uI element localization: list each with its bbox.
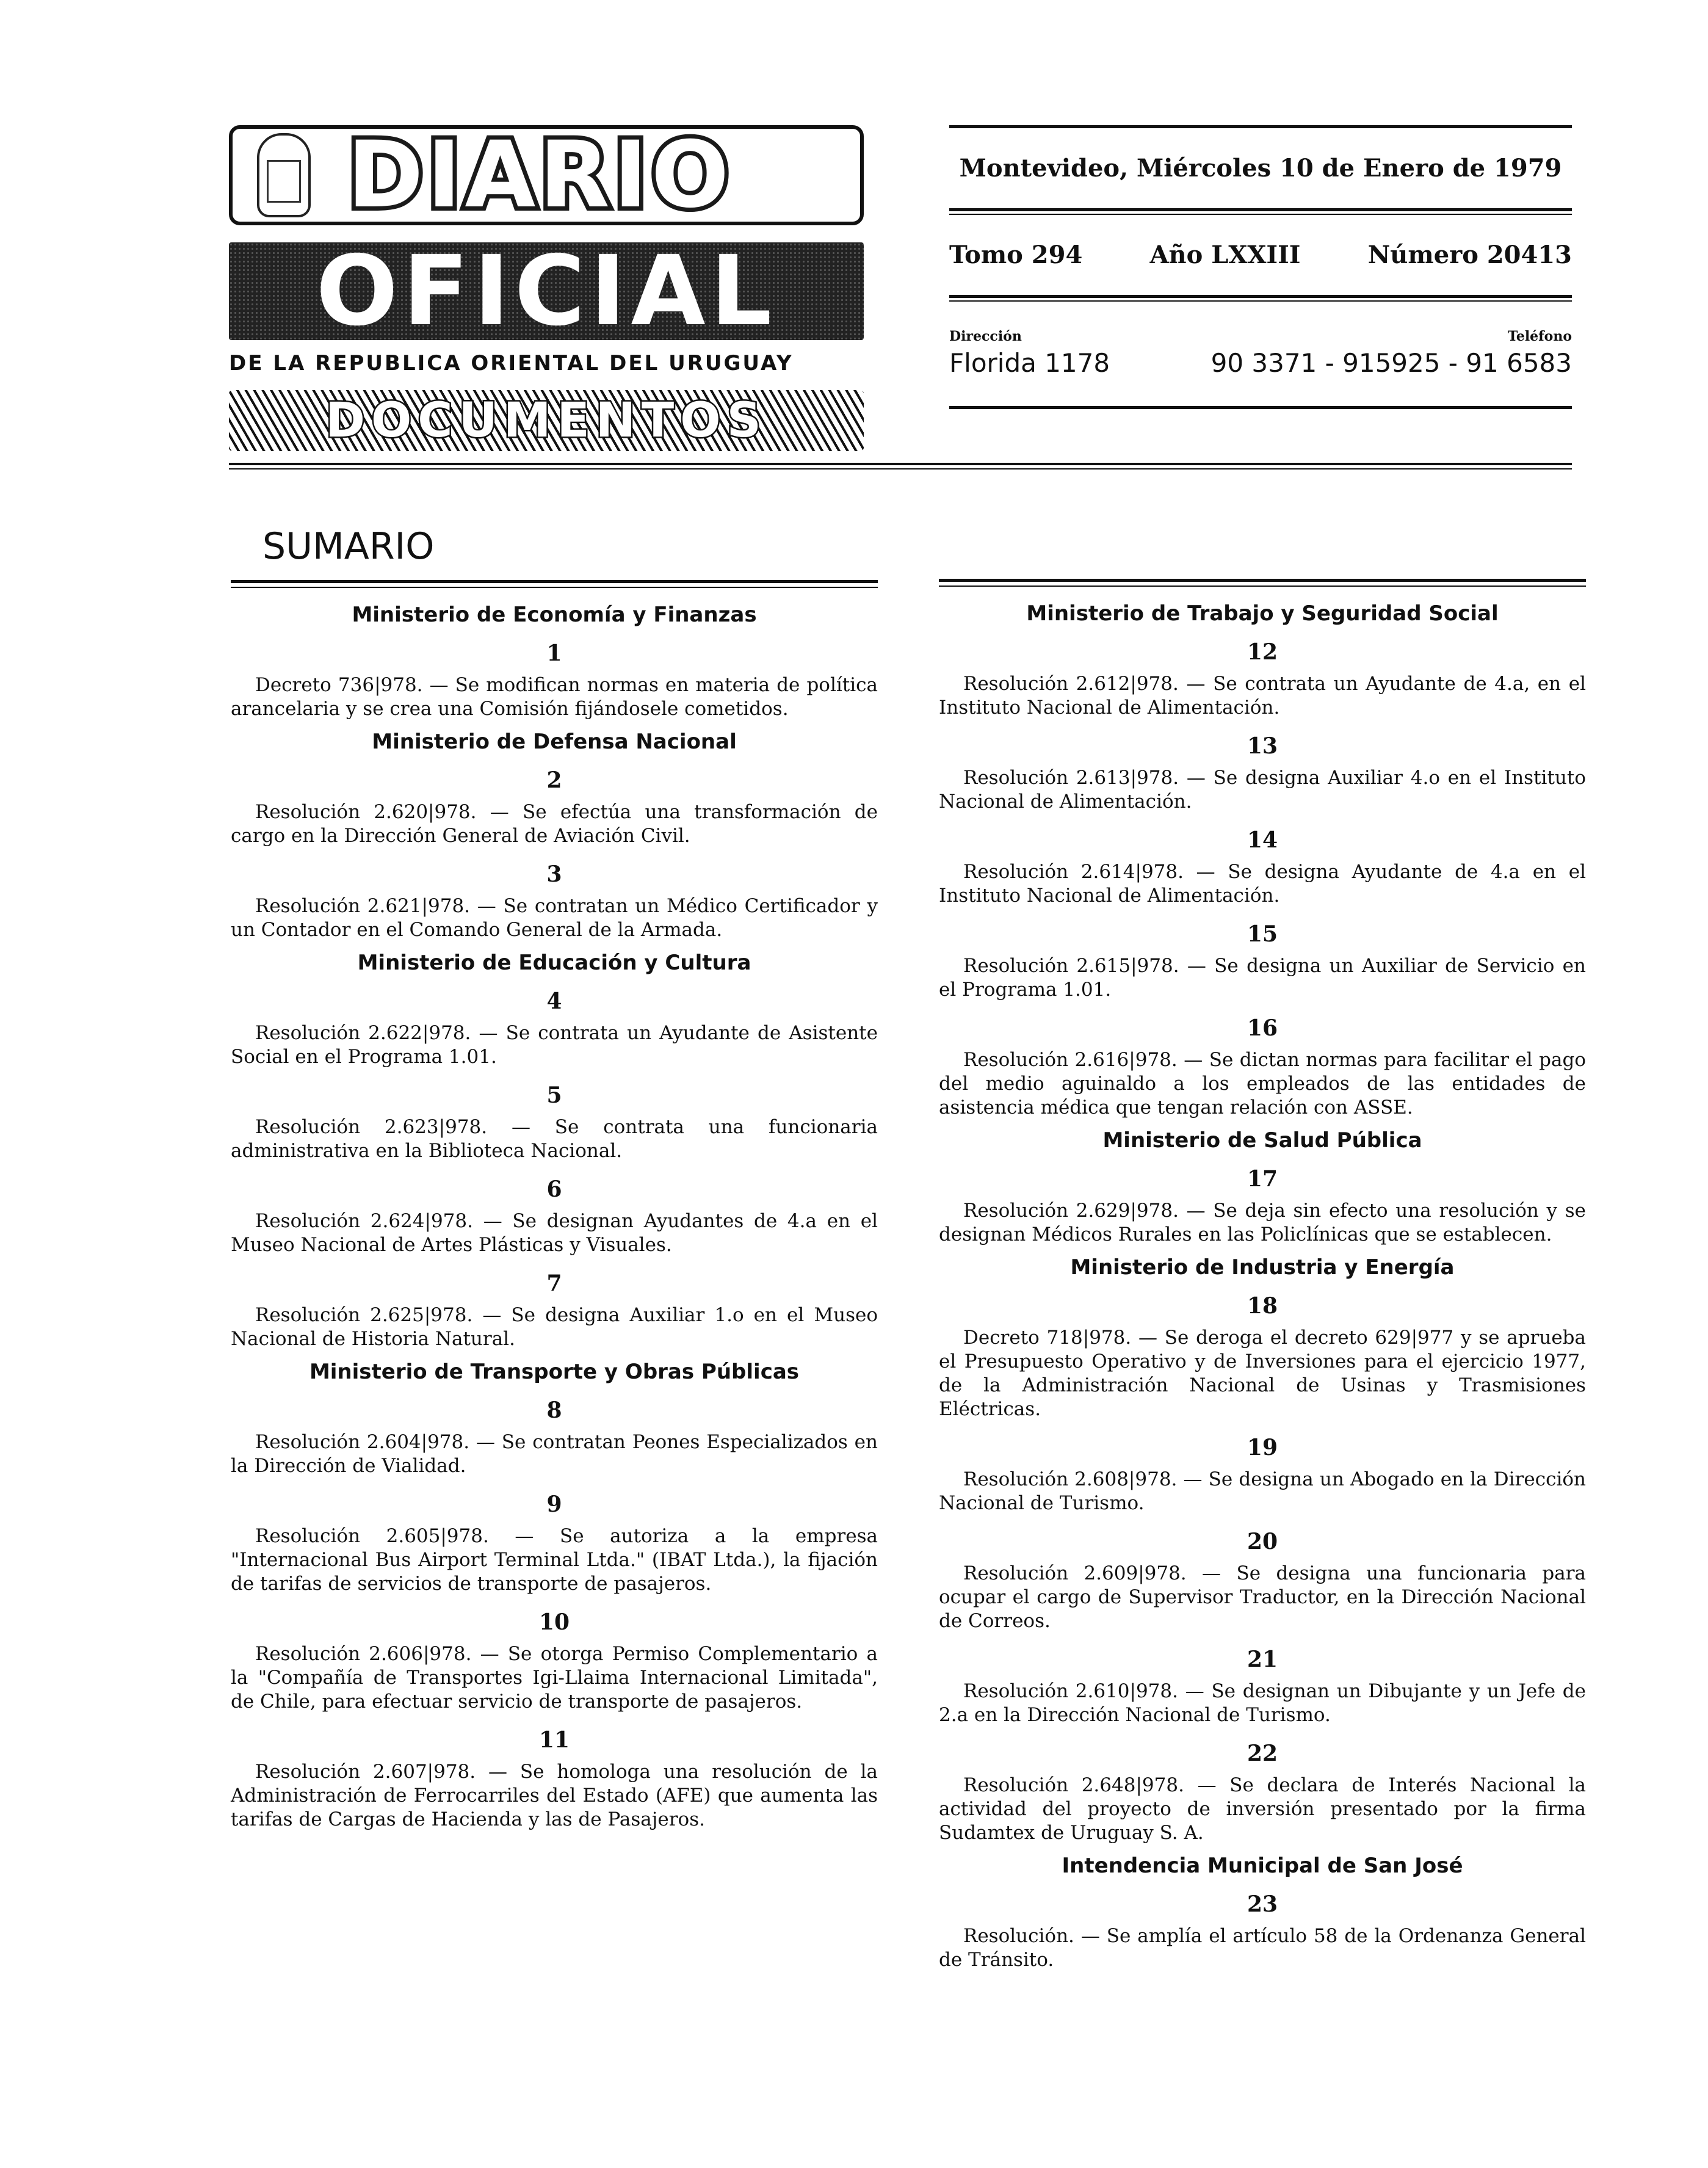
divider (949, 406, 1572, 409)
anio: Año LXXIII (1149, 241, 1301, 269)
summary-entry: Decreto 718|978. — Se deroga el decreto 629|977 y se aprueba el Presupuesto Operativo y de Inversiones para el ejercicio 1977, de la Administración Nacional de Usinas y Trasmisiones Eléctricas. (939, 1327, 1586, 1420)
ministry-heading: Ministerio de Educación y Cultura (357, 951, 751, 975)
logo-documentos-box (229, 390, 864, 451)
logo-oficial-box (229, 235, 864, 347)
entry-number: 5 (546, 1082, 562, 1108)
entry-number: 12 (1247, 639, 1278, 665)
logo-documentos-text: DOCUMENTOS (325, 393, 767, 448)
summary-entry: Resolución 2.612|978. — Se contrata un Ayudante de 4.a, en el Instituto Nacional de Alimentación. (939, 673, 1586, 719)
entry-number: 20 (1247, 1529, 1278, 1554)
entry-number: 14 (1247, 827, 1278, 853)
entry-number: 8 (546, 1398, 562, 1423)
summary-entry: Resolución 2.629|978. — Se deja sin efecto una resolución y se designan Médicos Rurales en las Policlínicas que se establecen. (939, 1200, 1586, 1245)
summary-entry: Resolución 2.608|978. — Se designa un Abogado en la Dirección Nacional de Turismo. (939, 1468, 1586, 1514)
sumario-right-list (939, 601, 1586, 1972)
entry-number: 7 (546, 1271, 562, 1296)
entry-number: 15 (1247, 921, 1278, 947)
summary-entry: Resolución. — Se amplía el artículo 58 de la Ordenanza General de Tránsito. (939, 1925, 1586, 1971)
sumario-left-column (231, 580, 878, 1838)
numero: Número 20413 (1367, 241, 1572, 269)
direccion-label: Dirección (949, 328, 1022, 344)
telefono-value: 90 3371 - 915925 - 91 6583 (1210, 348, 1572, 378)
entry-number: 19 (1247, 1435, 1278, 1460)
summary-entry: Resolución 2.622|978. — Se contrata un Ayudante de Asistente Social en el Programa 1.01. (231, 1022, 878, 1068)
masthead-divider (229, 463, 1572, 469)
entry-number: 11 (538, 1727, 570, 1753)
entry-number: 21 (1247, 1647, 1278, 1672)
contact-values (949, 348, 1572, 378)
divider (939, 579, 1586, 587)
summary-entry: Resolución 2.609|978. — Se designa una funcionaria para ocupar el cargo de Supervisor Traductor, en la Dirección Nacional de Correos. (939, 1562, 1586, 1632)
telefono-label: Teléfono (1507, 328, 1572, 344)
divider (949, 295, 1572, 302)
entry-number: 2 (546, 767, 562, 793)
entry-number: 9 (546, 1492, 562, 1517)
direccion-value: Florida 1178 (949, 348, 1110, 378)
masthead-subtitle: DE LA REPUBLICA ORIENTAL DEL URUGUAY (229, 351, 794, 375)
summary-entry: Resolución 2.624|978. — Se designan Ayudantes de 4.a en el Museo Nacional de Artes Plásticas y Visuales. (231, 1210, 878, 1256)
ministry-heading: Ministerio de Industria y Energía (1070, 1255, 1455, 1280)
summary-entry: Resolución 2.625|978. — Se designa Auxiliar 1.o en el Museo Nacional de Historia Natural. (231, 1304, 878, 1350)
entry-number: 17 (1247, 1166, 1278, 1192)
header-info (949, 125, 1572, 409)
summary-entry: Resolución 2.606|978. — Se otorga Permiso Complementario a la "Compañía de Transportes Igi-Llaima Internacional Limitada", de Chile, para efectuar servicio de transporte de pasajeros. (231, 1643, 878, 1713)
logo-diario-text: DIARIO (347, 122, 733, 228)
ministry-heading: Ministerio de Salud Pública (1102, 1128, 1422, 1153)
summary-entry: Resolución 2.616|978. — Se dictan normas para facilitar el pago del medio aguinaldo a los empleados de las entidades de asistencia médica que tengan relación con ASSE. (939, 1049, 1586, 1118)
sumario-right-column (939, 579, 1586, 1978)
divider (949, 208, 1572, 215)
summary-entry: Decreto 736|978. — Se modifican normas en materia de política arancelaria y se crea una Comisión fijándosele cometidos. (231, 674, 878, 720)
entry-number: 6 (546, 1176, 562, 1202)
summary-entry: Resolución 2.615|978. — Se designa un Auxiliar de Servicio en el Programa 1.01. (939, 955, 1586, 1001)
entry-number: 18 (1247, 1293, 1278, 1319)
summary-entry: Resolución 2.610|978. — Se designan un Dibujante y un Jefe de 2.a en la Dirección Nacional de Turismo. (939, 1680, 1586, 1726)
issue-date: Montevideo, Miércoles 10 de Enero de 1979 (959, 154, 1562, 183)
issue-meta (949, 241, 1572, 269)
ministry-heading: Ministerio de Trabajo y Seguridad Social (1026, 601, 1499, 626)
entry-number: 22 (1247, 1741, 1278, 1766)
ministry-heading: Ministerio de Transporte y Obras Públicas (309, 1360, 800, 1384)
divider (949, 125, 1572, 128)
entry-number: 13 (1247, 733, 1278, 759)
summary-entry: Resolución 2.614|978. — Se designa Ayudante de 4.a en el Instituto Nacional de Alimentación. (939, 861, 1586, 907)
tomo: Tomo 294 (949, 241, 1083, 269)
summary-entry: Resolución 2.620|978. — Se efectúa una transformación de cargo en la Dirección General de Aviación Civil. (231, 801, 878, 847)
logo-oficial-text: OFICIAL (316, 235, 777, 347)
summary-entry: Resolución 2.607|978. — Se homologa una resolución de la Administración de Ferrocarriles del Estado (AFE) que aumenta las tarifas de Cargas de Hacienda y las de Pasajeros. (231, 1761, 878, 1830)
contact-labels (949, 328, 1572, 344)
sumario-title: SUMARIO (262, 525, 435, 568)
coat-of-arms-icon (257, 133, 311, 217)
entry-number: 23 (1247, 1891, 1278, 1917)
summary-entry: Resolución 2.604|978. — Se contratan Peones Especializados en la Dirección de Vialidad. (231, 1431, 878, 1477)
summary-entry: Resolución 2.621|978. — Se contratan un Médico Certificador y un Contador en el Comando General de la Armada. (231, 895, 878, 941)
summary-entry: Resolución 2.623|978. — Se contrata una funcionaria administrativa en la Biblioteca Nacional. (231, 1116, 878, 1162)
entry-number: 1 (546, 640, 562, 666)
entry-number: 4 (546, 988, 562, 1014)
ministry-heading: Ministerio de Economía y Finanzas (352, 603, 757, 627)
entry-number: 16 (1247, 1015, 1278, 1041)
masthead-logo (229, 122, 864, 451)
sumario-left-list (231, 603, 878, 1832)
ministry-heading: Intendencia Municipal de San José (1062, 1854, 1463, 1878)
summary-entry: Resolución 2.648|978. — Se declara de Interés Nacional la actividad del proyecto de inversión presentado por la firma Sudamtex de Uruguay S. A. (939, 1774, 1586, 1844)
logo-diario-box (229, 122, 864, 228)
summary-entry: Resolución 2.613|978. — Se designa Auxiliar 4.o en el Instituto Nacional de Alimentación. (939, 767, 1586, 813)
divider (231, 580, 878, 588)
entry-number: 10 (538, 1609, 570, 1635)
entry-number: 3 (546, 861, 562, 887)
summary-entry: Resolución 2.605|978. — Se autoriza a la empresa "Internacional Bus Airport Terminal Ltda." (IBAT Ltda.), la fijación de tarifas de servicios de transporte de pasajeros. (231, 1525, 878, 1595)
ministry-heading: Ministerio de Defensa Nacional (372, 730, 737, 754)
